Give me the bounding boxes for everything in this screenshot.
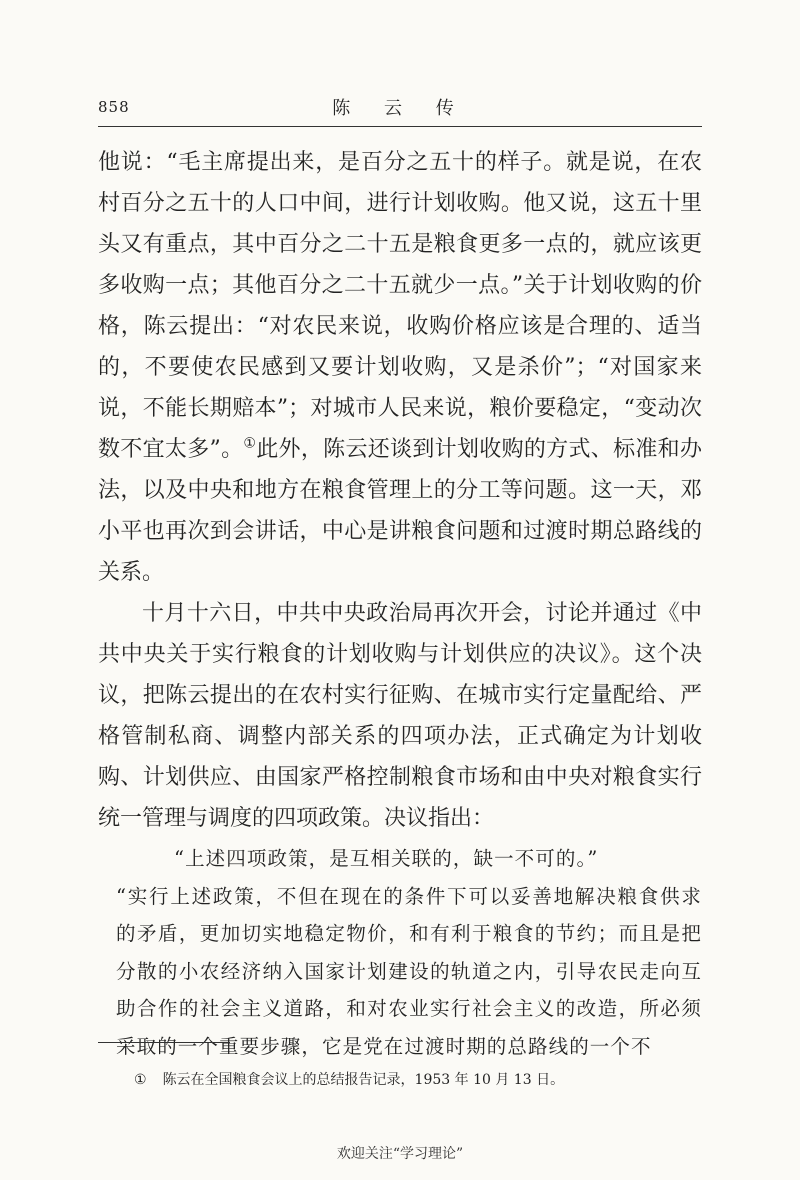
footnote-text: 陈云在全国粮食会议上的总结报告记录，1953 年 10 月 13 日。 (162, 1072, 565, 1088)
header-rule (98, 126, 702, 127)
paragraph-2: 十月十六日，中共中央政治局再次开会，讨论并通过《中共中央关于实行粮食的计划收购与计划供应的决议》。这个决议，把陈云提出的在农村实行征购、在城市实行定量配给、严格管制私商、调整内部关系的四项办法，正式确定为计划收购、计划供应、由国家严格控制粮食市场和由中央对粮食实行统一管理与调度的四项政策。决议指出： (98, 601, 702, 831)
quote-1: “上述四项政策，是互相关联的，缺一不可的。” (174, 847, 599, 870)
footnote-marker: ① (134, 1072, 147, 1088)
footnote-reference[interactable]: ① (243, 435, 257, 452)
running-title: 陈 云 传 (332, 98, 468, 119)
footnote-rule (98, 1042, 230, 1043)
quote-block (98, 840, 702, 1065)
quote-2: “实行上述政策，不但在现在的条件下可以妥善地解决粮食供求的矛盾，更加切实地稳定物价，和有利于粮食的节约；而且是把分散的小农经济纳入国家计划建设的轨道之内，引导农民走向互助合作的社会主义道路，和对农业实行社会主义的改造，所必须采取的一个重要步骤，它是党在过渡时期的总路线的一个不 (116, 884, 702, 1058)
watermark: 欢迎关注“学习理论” (336, 1146, 464, 1162)
page-number: 858 (98, 98, 130, 116)
body-text (98, 142, 702, 1065)
footnote (134, 1070, 702, 1090)
paragraph-1-text-b: 此外，陈云还谈到计划收购的方式、标准和办法，以及中央和地方在粮食管理上的分工等问题。这一天，邓小平也再次到会讲话，中心是讲粮食问题和过渡时期总路线的关系。 (98, 437, 702, 585)
paragraph-1-text-a: 他说：“毛主席提出来，是百分之五十的样子。就是说，在农村百分之五十的人口中间，进行计划收购。他又说，这五十里头又有重点，其中百分之二十五是粮食更多一点的，就应该更多收购一点；其他百分之二十五就少一点。”关于计划收购的价格，陈云提出：“对农民来说，收购价格应该是合理的、适当的，不要使农民感到又要计划收购，又是杀价”；“对国家来说，不能长期赔本”；对城市人民来说，粮价要稳定，“变动次数不宜太多”。 (98, 150, 702, 462)
paragraph-1 (98, 142, 702, 593)
